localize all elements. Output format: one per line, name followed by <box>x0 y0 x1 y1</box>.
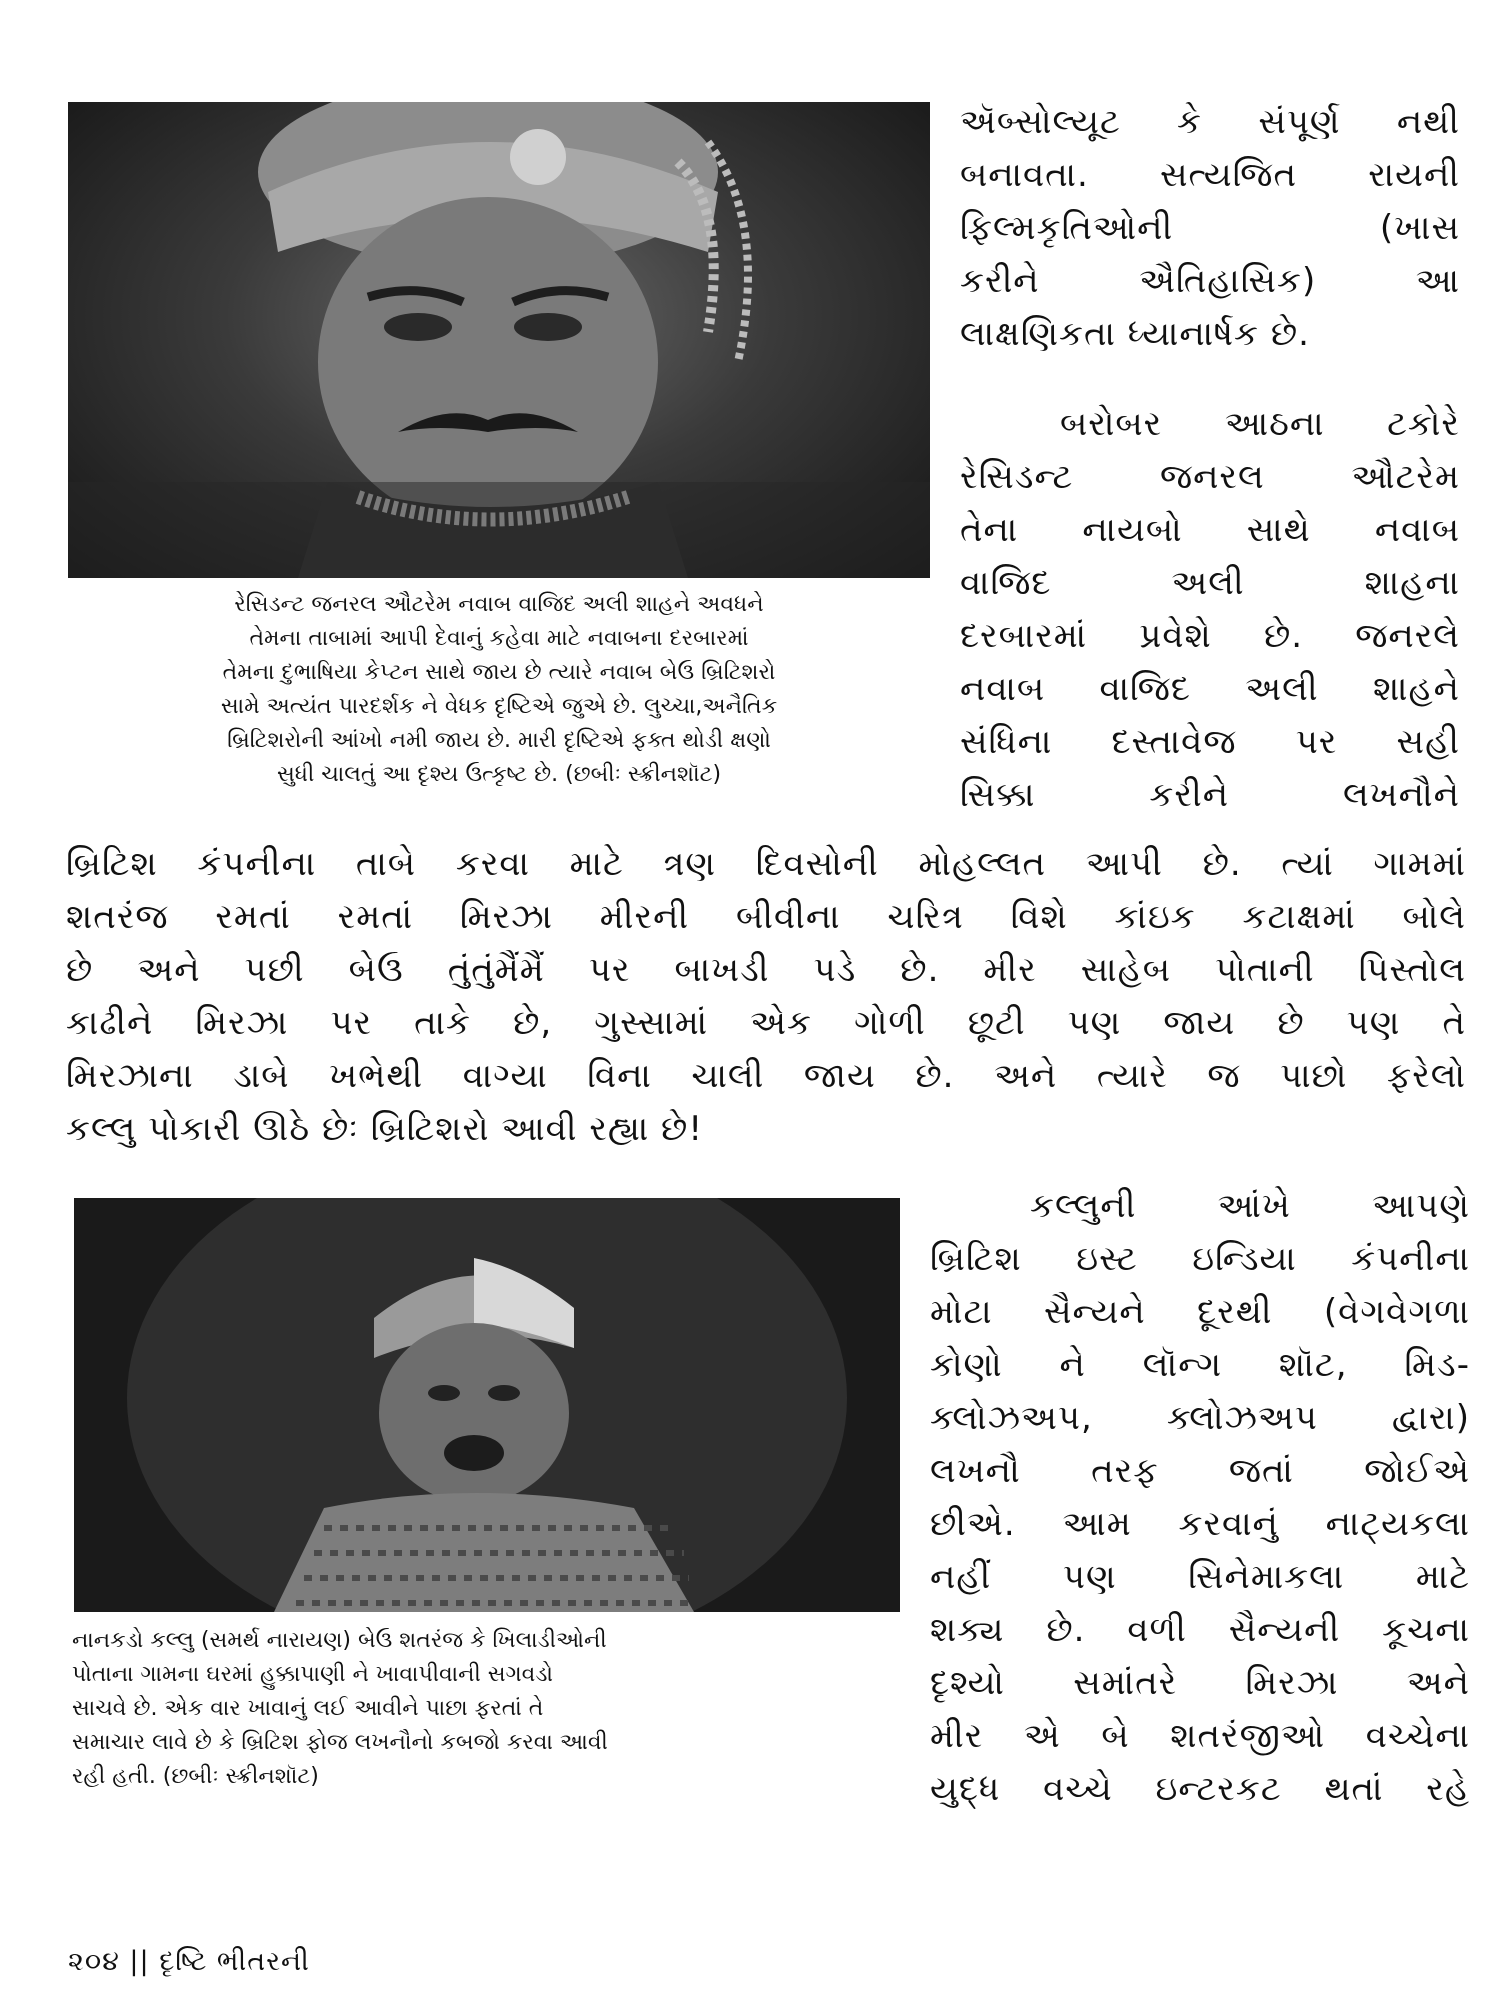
text-line: મીર એ બે શતરંજીઓ વચ્ચેના <box>930 1716 1470 1756</box>
text-line: લાક્ષણિકતા ધ્યાનાર્ષક છે. <box>960 314 1310 354</box>
text-line: ફિલ્મકૃતિઓની (ખાસ <box>960 208 1460 248</box>
caption-line: પોતાના ગામના ઘરમાં હુક્કાપાણી ને ખાવાપીવાની સગવડો <box>72 1662 553 1687</box>
text-line: મિરઝાના ડાબે ખભેથી વાગ્યા વિના ચાલી જાય છે. અને ત્યારે જ પાછો ફરેલો <box>66 1056 1466 1096</box>
caption-line: રહી હતી. (છબીઃ સ્ક્રીનશૉટ) <box>72 1764 319 1789</box>
text-line: યુદ્ધ વચ્ચે ઇન્ટરકટ થતાં રહે <box>930 1769 1470 1809</box>
text-line: નહીં પણ સિનેમાકલા માટે <box>930 1557 1470 1597</box>
caption-line: સમાચાર લાવે છે કે બ્રિટિશ ફોજ લખનૌનો કબજો કરવા આવી <box>72 1730 608 1755</box>
text-line: સંધિના દસ્તાવેજ પર સહી <box>960 722 1460 762</box>
caption-line: તેમના દુભાષિયા કેપ્ટન સાથે જાય છે ત્યારે નવાબ બેઉ બ્રિટિશરો <box>222 660 776 685</box>
text-line: દરબારમાં પ્રવેશે છે. જનરલે <box>960 616 1460 656</box>
right-column-middle <box>960 398 1460 822</box>
text-line: છીએ. આમ કરવાનું નાટ્યકલા <box>930 1504 1470 1544</box>
text-line: દૃશ્યો સમાંતરે મિરઝા અને <box>930 1663 1470 1703</box>
text-line: બ્રિટિશ કંપનીના તાબે કરવા માટે ત્રણ દિવસોની મોહલ્લત આપી છે. ત્યાં ગામમાં <box>66 844 1466 884</box>
caption-line: રેસિડન્ટ જનરલ ઔટરેમ નવાબ વાજિદ અલી શાહને અવધને <box>234 592 764 617</box>
caption-line: બ્રિટિશરોની આંખો નમી જાય છે. મારી દૃષ્ટિએ ફક્ત થોડી ક્ષણો <box>227 728 771 753</box>
right-column-bottom <box>930 1180 1470 1816</box>
full-width-paragraph <box>66 838 1466 1156</box>
text-line: બ્રિટિશ ઇસ્ટ ઇન્ડિયા કંપનીના <box>930 1239 1470 1279</box>
caption-line: સાચવે છે. એક વાર ખાવાનું લઈ આવીને પાછા ફરતાં તે <box>72 1696 544 1721</box>
text-line: સિક્કા કરીને લખનૌને <box>960 775 1460 815</box>
right-column-top <box>960 96 1460 361</box>
text-line: મોટા સૈન્યને દૂરથી (વેગવેગળા <box>930 1292 1470 1332</box>
text-line: શતરંજ રમતાં રમતાં મિરઝા મીરની બીવીના ચરિત્ર વિશે કાંઇક કટાક્ષમાં બોલે <box>66 897 1466 937</box>
bottom-photo-caption <box>72 1624 908 1794</box>
text-line: કોણો ને લૉન્ગ શૉટ, મિડ- <box>930 1345 1470 1385</box>
text-line: છે અને પછી બેઉ તુંતુંમૈંમૈં પર બાખડી પડે છે. મીર સાહેબ પોતાની પિસ્તોલ <box>66 950 1466 990</box>
kallu-photo <box>74 1198 900 1612</box>
text-line: કાઢીને મિરઝા પર તાકે છે, ગુસ્સામાં એક ગોળી છૂટી પણ જાય છે પણ તે <box>66 1003 1466 1043</box>
text-line: ઍબ્સોલ્યૂટ કે સંપૂર્ણ નથી <box>960 102 1460 142</box>
text-line: ક્લોઝઅપ, ક્લોઝઅપ દ્વારા) <box>930 1398 1470 1438</box>
text-line: તેના નાયબો સાથે નવાબ <box>960 510 1460 550</box>
text-line: વાજિદ અલી શાહના <box>960 563 1460 603</box>
text-line: કલ્લુની આંખે આપણે <box>1030 1186 1470 1226</box>
text-line: બરોબર આઠના ટકોરે <box>1060 404 1460 444</box>
caption-line: સામે અત્યંત પારદર્શક ને વેધક દૃષ્ટિએ જુએ છે. લુચ્ચા,અનૈતિક <box>220 694 778 719</box>
page-footer: ૨૦૪ || દૃષ્ટિ ભીતરની <box>68 1946 310 1977</box>
text-line: લખનૌ તરફ જતાં જોઈએ <box>930 1451 1470 1491</box>
nawab-photo <box>68 102 930 578</box>
text-line: શક્ય છે. વળી સૈન્યની કૂચના <box>930 1610 1470 1650</box>
text-line: કલ્લુ પોકારી ઊઠે છેઃ બ્રિટિશરો આવી રહ્યા છે! <box>66 1109 703 1149</box>
caption-line: નાનકડો કલ્લુ (સમર્થ નારાયણ) બેઉ શતરંજ કે ખિલાડીઓની <box>72 1628 607 1653</box>
caption-line: તેમના તાબામાં આપી દેવાનું કહેવા માટે નવાબના દરબારમાં <box>249 626 749 651</box>
caption-line: સુધી ચાલતું આ દૃશ્ય ઉત્કૃષ્ટ છે. (છબીઃ સ્ક્રીનશૉટ) <box>276 762 722 787</box>
text-line: નવાબ વાજિદ અલી શાહને <box>960 669 1460 709</box>
text-line: બનાવતા. સત્યજિત રાયની <box>960 155 1460 195</box>
text-line: કરીને ઐતિહાસિક) આ <box>960 261 1460 301</box>
text-line: રેસિડન્ટ જનરલ ઔટરેમ <box>960 457 1460 497</box>
top-photo-caption <box>66 588 932 792</box>
